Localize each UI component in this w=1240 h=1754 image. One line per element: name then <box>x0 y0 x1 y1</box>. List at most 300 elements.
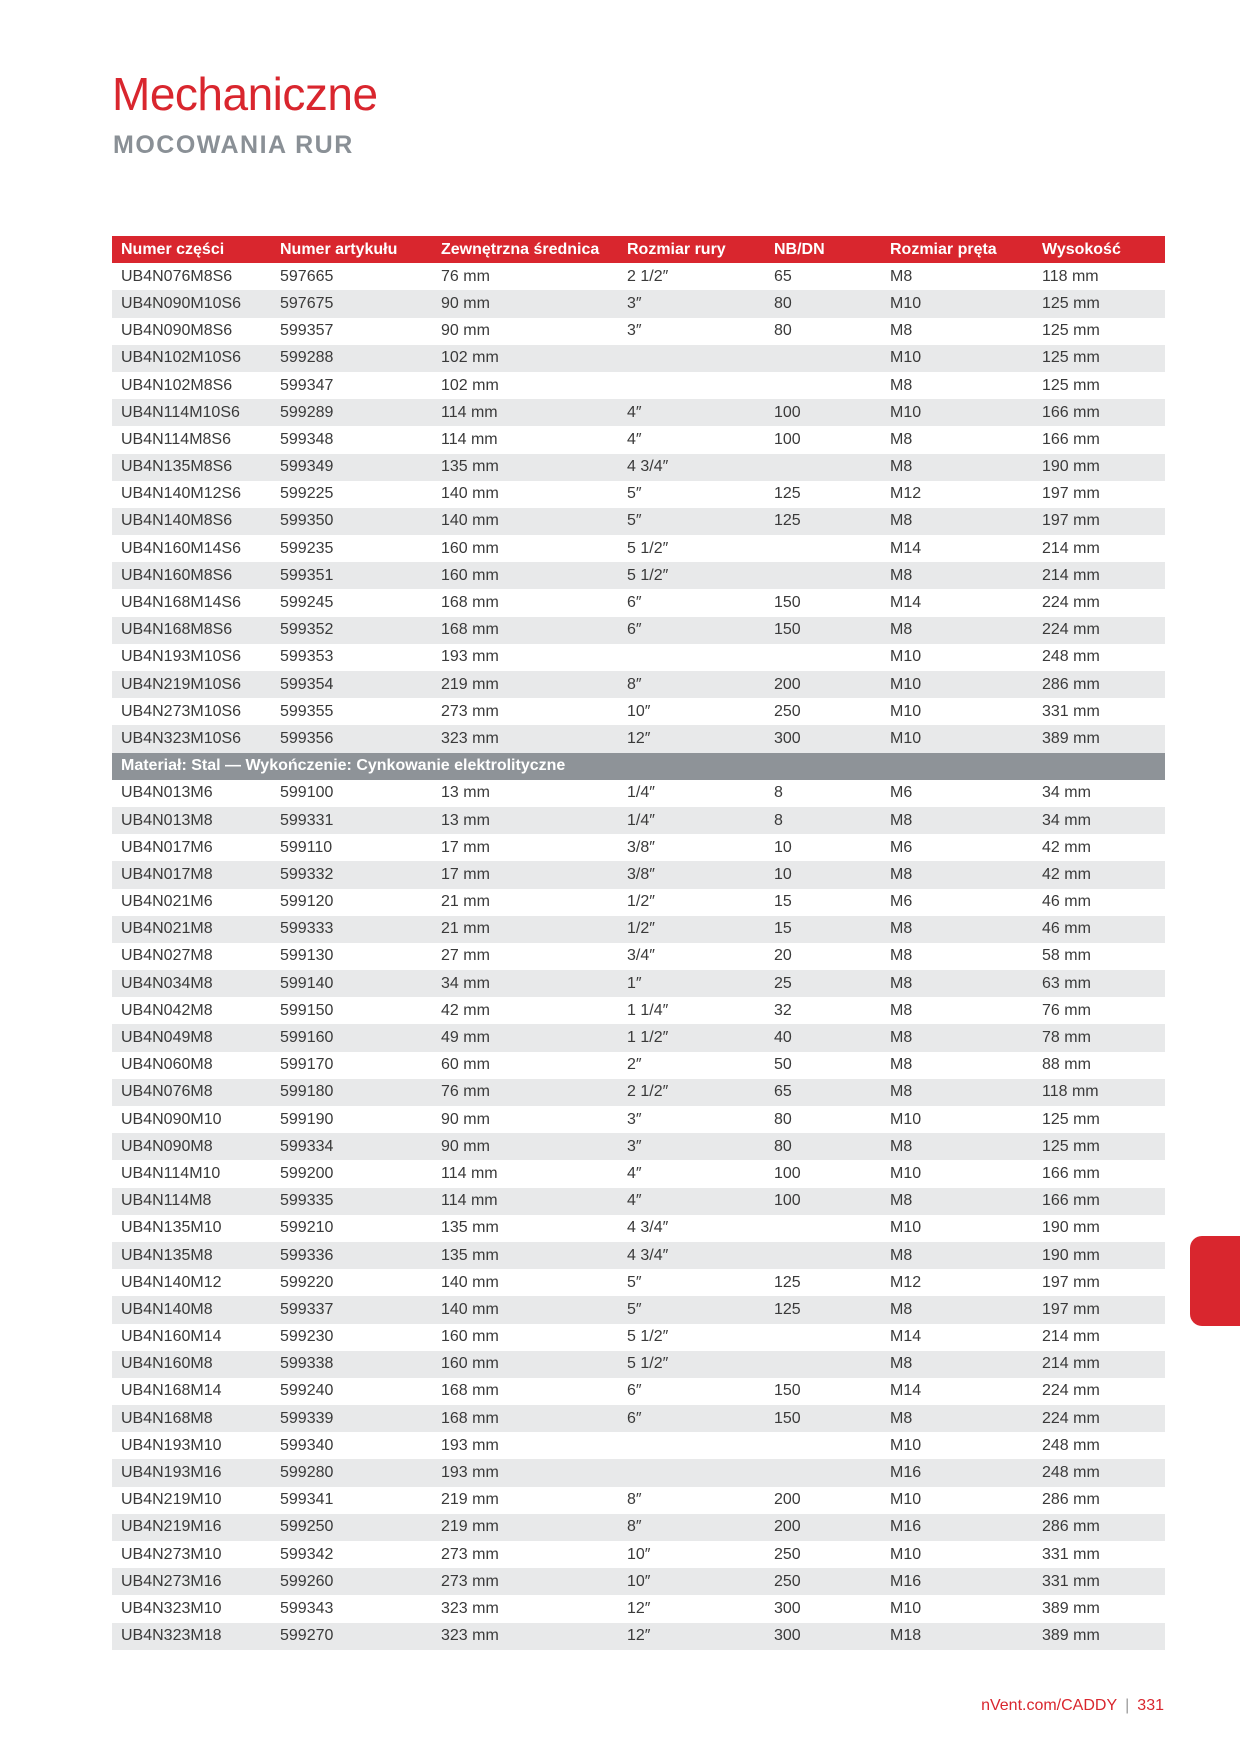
table-cell: M10 <box>890 1164 922 1182</box>
table-cell: 248 mm <box>1042 648 1100 666</box>
table-cell: 114 mm <box>432 399 618 426</box>
footer-separator: | <box>1125 1697 1130 1714</box>
table-cell: 599288 <box>271 345 432 372</box>
table-row <box>112 1514 1165 1541</box>
table-cell: 65 <box>765 1079 881 1106</box>
table-cell: UB4N219M10 <box>121 1491 222 1509</box>
table-cell: 599190 <box>280 1110 334 1128</box>
table-cell <box>765 1459 881 1486</box>
table-cell: 125 <box>765 1296 881 1323</box>
table-row <box>112 1242 1165 1269</box>
table-row <box>112 1405 1165 1432</box>
table-cell: 286 mm <box>1042 1491 1100 1509</box>
table-cell <box>765 372 881 399</box>
table-cell: 27 mm <box>441 947 490 965</box>
table-cell: 160 mm <box>441 1328 499 1346</box>
table-cell: UB4N160M14 <box>121 1328 222 1346</box>
table-cell: M10 <box>890 1436 922 1454</box>
table-cell: 125 <box>774 485 801 503</box>
table-cell: 599337 <box>271 1296 432 1323</box>
table-row <box>112 372 1165 399</box>
table-cell: UB4N090M10S6 <box>112 290 271 317</box>
table-cell: M8 <box>881 807 1033 834</box>
table-cell: 599354 <box>271 671 432 698</box>
table-cell: 5″ <box>627 1273 642 1291</box>
table-cell: 273 mm <box>441 1545 499 1563</box>
table-cell: 168 mm <box>441 594 499 612</box>
table-row <box>112 426 1165 453</box>
table-cell: 140 mm <box>432 508 618 535</box>
table-cell: 46 mm <box>1042 893 1091 911</box>
table-cell: 2 1/2″ <box>618 1079 765 1106</box>
table-row <box>112 1269 1165 1296</box>
table-cell: 25 <box>765 970 881 997</box>
table-cell: M8 <box>881 1188 1033 1215</box>
table-cell: UB4N090M8 <box>112 1133 271 1160</box>
table-cell: 168 mm <box>441 1382 499 1400</box>
table-cell: 599355 <box>280 702 334 720</box>
table-cell: 214 mm <box>1042 539 1100 557</box>
table-cell: M18 <box>881 1623 1033 1650</box>
table-cell: UB4N042M8 <box>121 1001 213 1019</box>
column-header: NB/DN <box>765 236 881 263</box>
table-cell: M8 <box>881 617 1033 644</box>
table-cell: UB4N076M8S6 <box>121 267 233 285</box>
table-cell: 599350 <box>271 508 432 535</box>
table-cell: 12″ <box>627 1599 651 1617</box>
table-cell: UB4N090M10 <box>121 1110 222 1128</box>
table-cell: 190 mm <box>1042 1219 1100 1237</box>
table-cell: UB4N168M14 <box>121 1382 222 1400</box>
table-row <box>112 454 1165 481</box>
table-cell: M8 <box>890 1056 913 1074</box>
table-cell <box>765 562 881 589</box>
table-cell: 599280 <box>271 1459 432 1486</box>
table-row <box>112 970 1165 997</box>
table-cell: UB4N090M8S6 <box>121 322 233 340</box>
column-header: Zewnętrzna średnica <box>432 236 618 263</box>
table-cell: 1/2″ <box>618 916 765 943</box>
table-row <box>112 1487 1165 1514</box>
table-cell: 599245 <box>280 594 334 612</box>
table-cell: UB4N273M16 <box>112 1568 271 1595</box>
table-cell: 15 <box>774 893 792 911</box>
table-cell: M8 <box>881 1133 1033 1160</box>
table-row <box>112 1324 1165 1351</box>
table-header-row <box>112 236 1165 263</box>
table-cell: 8″ <box>618 1514 765 1541</box>
table-cell: 166 mm <box>1042 430 1100 448</box>
table-cell: 140 mm <box>432 1296 618 1323</box>
table-cell: UB4N273M10 <box>121 1545 222 1563</box>
table-cell: 8″ <box>618 671 765 698</box>
table-cell: 118 mm <box>1042 267 1099 285</box>
table-row <box>112 1459 1165 1486</box>
table-cell: M10 <box>890 1110 922 1128</box>
table-cell: 200 <box>774 1491 801 1509</box>
table-cell: 599335 <box>271 1188 432 1215</box>
table-cell: 197 mm <box>1042 1273 1100 1291</box>
table-row <box>112 617 1165 644</box>
table-cell: UB4N193M10 <box>121 1436 222 1454</box>
table-row <box>112 1188 1165 1215</box>
table-cell: 599289 <box>271 399 432 426</box>
table-row <box>112 861 1165 888</box>
page-number: 331 <box>1137 1697 1164 1714</box>
table-cell: M14 <box>890 594 922 612</box>
table-cell: 3/8″ <box>618 861 765 888</box>
table-row <box>112 1215 1165 1242</box>
table-cell: M8 <box>881 1024 1033 1051</box>
table-cell: 76 mm <box>432 1079 618 1106</box>
table-cell: 599347 <box>280 376 334 394</box>
table-cell: 197 mm <box>1033 508 1165 535</box>
table-cell: M6 <box>890 784 913 802</box>
table-cell: 100 <box>765 399 881 426</box>
section-tab-marker <box>1190 1236 1240 1326</box>
table-cell: 13 mm <box>432 807 618 834</box>
table-cell: M10 <box>890 1491 922 1509</box>
table-cell: 331 mm <box>1042 1545 1100 1563</box>
table-cell: UB4N114M10 <box>121 1164 221 1182</box>
table-cell: 4 3/4″ <box>627 1219 669 1237</box>
table-row <box>112 997 1165 1024</box>
table-cell: 200 <box>765 671 881 698</box>
table-cell: 599339 <box>271 1405 432 1432</box>
table-cell: 166 mm <box>1033 1188 1165 1215</box>
table-cell <box>618 1459 765 1486</box>
table-row <box>112 644 1165 671</box>
table-cell: 20 <box>774 947 792 965</box>
table-cell: UB4N049M8 <box>112 1024 271 1051</box>
table-row <box>112 399 1165 426</box>
table-cell: 21 mm <box>432 916 618 943</box>
table-body <box>112 263 1165 1650</box>
table-cell: 65 <box>774 267 792 285</box>
table-row <box>112 1024 1165 1051</box>
table-cell: 118 mm <box>1033 1079 1165 1106</box>
table-cell <box>765 535 881 562</box>
table-cell: 1/2″ <box>627 893 655 911</box>
table-cell: 114 mm <box>432 1188 618 1215</box>
table-cell: 4″ <box>627 430 642 448</box>
page-footer <box>981 1697 1164 1715</box>
table-cell: UB4N193M10S6 <box>121 648 242 666</box>
table-cell: 90 mm <box>432 290 618 317</box>
page-subtitle: MOCOWANIA RUR <box>113 131 354 159</box>
table-cell: 599357 <box>280 322 334 340</box>
product-table-container <box>112 236 1165 1650</box>
table-cell: 100 <box>774 430 801 448</box>
table-cell: 599349 <box>271 454 432 481</box>
table-cell: 150 <box>765 1405 881 1432</box>
table-cell: UB4N013M8 <box>112 807 271 834</box>
table-cell: 6″ <box>627 1382 642 1400</box>
website-link[interactable]: nVent.com/CADDY <box>981 1697 1118 1714</box>
table-cell: M14 <box>890 1328 922 1346</box>
table-cell: 3″ <box>618 290 765 317</box>
table-cell: 42 mm <box>1033 861 1165 888</box>
table-cell: M8 <box>881 916 1033 943</box>
table-cell: M8 <box>881 1296 1033 1323</box>
table-row <box>112 263 1165 290</box>
table-cell: 3″ <box>627 1110 642 1128</box>
table-cell: 50 <box>774 1056 792 1074</box>
table-cell: 599120 <box>280 893 334 911</box>
table-cell: UB4N135M8S6 <box>112 454 271 481</box>
table-cell: 17 mm <box>441 838 490 856</box>
table-cell: 90 mm <box>432 1133 618 1160</box>
table-cell: 80 <box>774 1110 792 1128</box>
table-cell: 599331 <box>271 807 432 834</box>
column-header: Numer części <box>112 236 271 263</box>
table-cell: 599352 <box>271 617 432 644</box>
table-cell: UB4N168M8 <box>112 1405 271 1432</box>
table-cell: 599140 <box>271 970 432 997</box>
table-cell: 389 mm <box>1033 1623 1165 1650</box>
table-cell: 250 <box>774 1545 801 1563</box>
table-row <box>112 1541 1165 1568</box>
table-cell: 599100 <box>280 784 334 802</box>
table-cell: 599333 <box>271 916 432 943</box>
table-cell: 3/8″ <box>627 838 655 856</box>
table-cell: 4 3/4″ <box>618 454 765 481</box>
table-cell: UB4N273M10S6 <box>121 702 242 720</box>
table-cell: 160 mm <box>432 1351 618 1378</box>
table-cell: 1/4″ <box>627 784 655 802</box>
table-cell: 102 mm <box>441 376 499 394</box>
table-cell: 15 <box>765 916 881 943</box>
table-row <box>112 481 1165 508</box>
table-cell: 190 mm <box>1033 454 1165 481</box>
table-cell: M10 <box>890 648 922 666</box>
table-cell: 21 mm <box>441 893 490 911</box>
table-cell: 90 mm <box>441 1110 490 1128</box>
page-title: Mechaniczne <box>112 68 378 120</box>
table-cell: 1/4″ <box>618 807 765 834</box>
table-cell: 248 mm <box>1042 1436 1100 1454</box>
table-cell: 599334 <box>271 1133 432 1160</box>
table-cell: UB4N135M8 <box>112 1242 271 1269</box>
table-cell: UB4N168M8S6 <box>112 617 271 644</box>
table-cell: 76 mm <box>441 267 490 285</box>
table-cell: 140 mm <box>441 485 499 503</box>
table-cell: 5 1/2″ <box>618 562 765 589</box>
table-cell: 8 <box>774 784 783 802</box>
table-row <box>112 562 1165 589</box>
table-cell: 166 mm <box>1033 399 1165 426</box>
table-cell: 599250 <box>271 1514 432 1541</box>
table-cell: 125 mm <box>1042 1110 1100 1128</box>
table-cell: M12 <box>890 485 922 503</box>
table-cell: M8 <box>881 508 1033 535</box>
table-row <box>112 1432 1165 1459</box>
table-cell: M10 <box>881 671 1033 698</box>
table-cell: M8 <box>881 562 1033 589</box>
table-cell: 6″ <box>618 617 765 644</box>
column-header: Rozmiar rury <box>618 236 765 263</box>
table-cell: 250 <box>774 702 801 720</box>
table-cell: 331 mm <box>1033 1568 1165 1595</box>
column-header: Wysokość <box>1033 236 1165 263</box>
table-cell: UB4N323M10 <box>121 1599 222 1617</box>
table-row <box>112 807 1165 834</box>
table-cell: M8 <box>890 376 913 394</box>
table-cell: 214 mm <box>1033 1351 1165 1378</box>
table-cell: 4″ <box>618 1188 765 1215</box>
table-cell: 46 mm <box>1033 916 1165 943</box>
table-cell: 168 mm <box>432 617 618 644</box>
table-cell: 58 mm <box>1042 947 1091 965</box>
table-cell: M10 <box>881 725 1033 752</box>
table-row <box>112 1079 1165 1106</box>
table-cell: 599130 <box>280 947 334 965</box>
table-cell: 160 mm <box>432 562 618 589</box>
table-cell: 32 <box>774 1001 792 1019</box>
table-cell: M6 <box>890 893 913 911</box>
table-cell: 10 <box>774 838 792 856</box>
table-cell: M16 <box>881 1514 1033 1541</box>
section-header-row <box>112 753 1165 780</box>
table-cell: 286 mm <box>1033 1514 1165 1541</box>
table-cell: 197 mm <box>1042 485 1100 503</box>
table-row <box>112 318 1165 345</box>
table-cell <box>765 1215 881 1242</box>
table-cell: 3″ <box>618 1133 765 1160</box>
table-cell: 5 1/2″ <box>627 539 669 557</box>
table-cell: 114 mm <box>441 430 498 448</box>
table-cell: 8″ <box>627 1491 642 1509</box>
table-cell: 4″ <box>627 1164 642 1182</box>
table-cell: UB4N160M8S6 <box>112 562 271 589</box>
table-cell: 193 mm <box>441 648 499 666</box>
table-cell: 34 mm <box>1042 784 1091 802</box>
table-cell: 599150 <box>280 1001 334 1019</box>
product-table <box>112 236 1165 1650</box>
table-cell: 5 1/2″ <box>618 1351 765 1378</box>
table-row <box>112 834 1165 861</box>
table-cell: 248 mm <box>1033 1459 1165 1486</box>
table-cell: 63 mm <box>1033 970 1165 997</box>
table-cell: 1 1/4″ <box>627 1001 669 1019</box>
table-cell: 135 mm <box>432 454 618 481</box>
table-row <box>112 1133 1165 1160</box>
table-cell: UB4N017M6 <box>121 838 213 856</box>
table-cell: 135 mm <box>441 1219 499 1237</box>
table-cell: M10 <box>890 702 922 720</box>
table-cell: 599230 <box>280 1328 334 1346</box>
table-cell: 599210 <box>280 1219 334 1237</box>
table-row <box>112 671 1165 698</box>
table-cell: M16 <box>881 1568 1033 1595</box>
table-row <box>112 1296 1165 1323</box>
table-cell <box>618 644 765 671</box>
table-cell: M10 <box>890 1219 922 1237</box>
table-cell: 273 mm <box>441 702 499 720</box>
column-header: Rozmiar pręta <box>881 236 1033 263</box>
table-cell: 76 mm <box>1042 1001 1091 1019</box>
table-cell: 100 <box>774 1164 801 1182</box>
table-cell: UB4N017M8 <box>112 861 271 888</box>
table-cell: 8 <box>765 807 881 834</box>
table-cell <box>765 345 881 372</box>
table-cell: 389 mm <box>1042 1599 1100 1617</box>
table-cell: 250 <box>765 1568 881 1595</box>
table-cell <box>765 454 881 481</box>
table-cell: UB4N323M18 <box>112 1623 271 1650</box>
table-cell: M14 <box>890 1382 922 1400</box>
table-row <box>112 589 1165 616</box>
table-cell: 599353 <box>280 648 334 666</box>
table-cell: 10″ <box>618 1568 765 1595</box>
table-cell: 597675 <box>271 290 432 317</box>
table-cell: M6 <box>890 838 913 856</box>
table-cell: 599351 <box>271 562 432 589</box>
table-cell: UB4N160M8 <box>112 1351 271 1378</box>
table-cell: 599180 <box>271 1079 432 1106</box>
table-cell: 599200 <box>280 1164 334 1182</box>
table-row <box>112 1595 1165 1622</box>
table-cell: 599160 <box>271 1024 432 1051</box>
table-cell: 599110 <box>280 838 333 856</box>
table-cell: UB4N013M6 <box>121 784 213 802</box>
table-cell: UB4N114M10S6 <box>112 399 271 426</box>
table-cell: 10″ <box>627 702 651 720</box>
table-cell: M8 <box>881 1242 1033 1269</box>
table-cell: M10 <box>890 1599 922 1617</box>
table-cell: 599260 <box>271 1568 432 1595</box>
table-cell: 90 mm <box>441 322 490 340</box>
table-cell: 5″ <box>627 485 642 503</box>
table-cell: UB4N076M8 <box>112 1079 271 1106</box>
table-cell: 599342 <box>280 1545 334 1563</box>
table-cell: 34 mm <box>432 970 618 997</box>
table-cell: 3/4″ <box>627 947 655 965</box>
table-cell: UB4N193M16 <box>112 1459 271 1486</box>
section-label: Materiał: Stal — Wykończenie: Cynkowanie elektrolityczne <box>112 753 1165 780</box>
table-cell: 114 mm <box>441 1164 498 1182</box>
table-cell <box>618 1432 765 1459</box>
table-cell: 80 <box>765 290 881 317</box>
table-cell: 219 mm <box>432 671 618 698</box>
table-cell: 3″ <box>627 322 642 340</box>
table-row <box>112 725 1165 752</box>
table-cell: M8 <box>881 970 1033 997</box>
table-row <box>112 290 1165 317</box>
table-cell: 300 <box>765 725 881 752</box>
table-cell: 160 mm <box>441 539 499 557</box>
table-cell: 166 mm <box>1042 1164 1100 1182</box>
table-cell: 193 mm <box>441 1436 499 1454</box>
table-row <box>112 1623 1165 1650</box>
table-cell: 599338 <box>271 1351 432 1378</box>
table-row <box>112 1351 1165 1378</box>
table-cell: 78 mm <box>1033 1024 1165 1051</box>
table-cell: 1 1/2″ <box>618 1024 765 1051</box>
table-cell: M8 <box>890 322 913 340</box>
table-cell: 331 mm <box>1042 702 1100 720</box>
table-cell: M8 <box>890 1001 913 1019</box>
table-cell: 599348 <box>280 430 334 448</box>
table-cell: UB4N034M8 <box>112 970 271 997</box>
table-row <box>112 1106 1165 1133</box>
table-cell: 80 <box>774 322 792 340</box>
table-cell: 17 mm <box>432 861 618 888</box>
table-cell: UB4N140M12S6 <box>121 485 242 503</box>
table-cell: 4 3/4″ <box>618 1242 765 1269</box>
table-cell: 125 mm <box>1042 322 1100 340</box>
table-cell: 599336 <box>271 1242 432 1269</box>
